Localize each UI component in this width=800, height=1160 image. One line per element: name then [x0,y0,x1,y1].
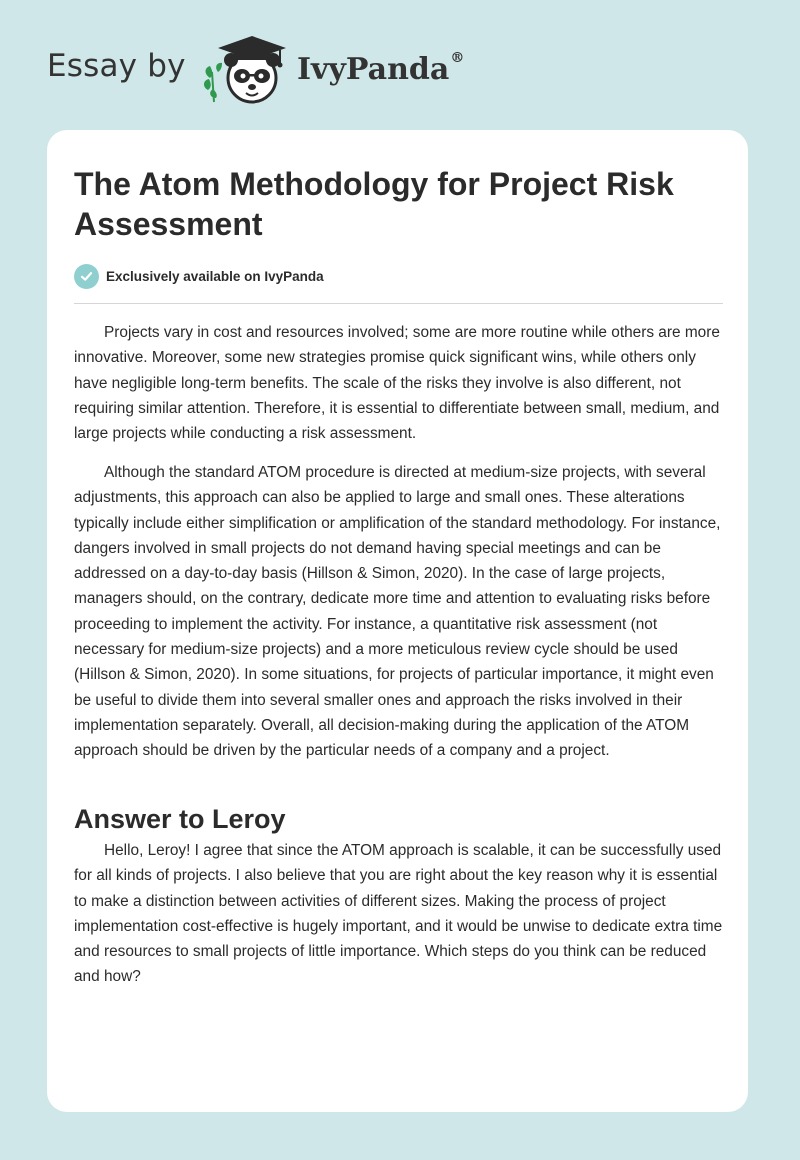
divider [74,303,723,304]
check-icon [74,264,99,289]
registered-mark: ® [450,50,465,66]
essay-by-label: Essay by [47,48,186,84]
section-heading-answer-to-leroy: Answer to Leroy [74,804,286,834]
brand-name[interactable] [297,52,464,87]
brand-text: IvyPanda [297,52,450,87]
exclusive-badge-text: Exclusively available on IvyPanda [106,268,324,284]
paragraph-3: Hello, Leroy! I agree that since the ATOM approach is scalable, it can be successfully used for all kinds of projects. I also believe that you are right about the key reason why it is essential to make a distinction between activities of different sizes. Making the process of project implementation cost-effective is hugely important, and it would be unwise to dedicate extra time and resources to small projects of little importance. Which steps do you think can be reduced and how? [74,842,723,986]
panda-logo-icon[interactable] [202,32,292,110]
essay-card [47,130,748,1112]
site-header [47,30,567,110]
exclusive-badge [74,263,324,289]
essay-title: The Atom Methodology for Project Risk Assessment [74,166,674,242]
paragraph-2: Although the standard ATOM procedure is directed at medium-size projects, with several adjustments, this approach can also be applied to large and small ones. These alterations typically include either simplification or amplification of the standard methodology. For instance, dangers involved in small projects do not demand having special meetings and can be addressed on a day-to-day basis (Hillson & Simon, 2020). In the case of large projects, managers should, on the contrary, dedicate more time and attention to evaluating risks before proceeding to implement the activity. For instance, a quantitative risk assessment (not necessary for medium-size projects) and a more meticulous review cycle should be used (Hillson & Simon, 2020). In some situations, for projects of particular importance, it might even be useful to divide them into several smaller ones and approach the risks involved in their implementation separately. Overall, all decision-making during the application of the ATOM approach should be driven by the particular needs of a company and a project. [74,464,721,760]
paragraph-1: Projects vary in cost and resources involved; some are more routine while others are more innovative. Moreover, some new strategies promise quick significant wins, while others only have negligible long-term benefits. The scale of the risks they involve is also different, not requiring similar attention. Therefore, it is essential to differentiate between small, medium, and large projects while conducting a risk assessment. [74,324,720,443]
